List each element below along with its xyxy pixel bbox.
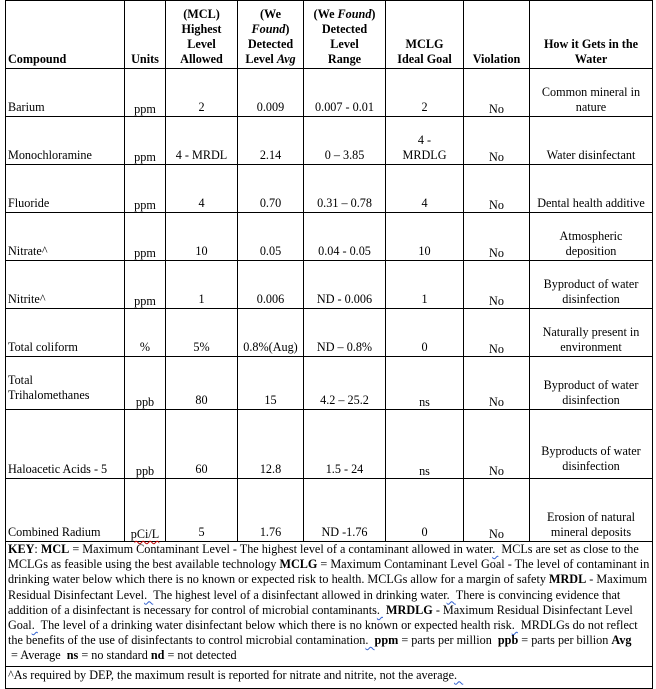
compound-name: Combined Radium — [8, 525, 101, 539]
key-row — [6, 542, 653, 667]
grammar-mark: . — [492, 542, 499, 556]
compound-name: Nitrate^ — [8, 244, 48, 258]
cell-mcl: 4 - MRDL — [166, 117, 238, 165]
table-row — [6, 410, 653, 479]
cell-mcl: 2 — [166, 69, 238, 117]
cell-range: 4.2 – 25.2 — [304, 357, 386, 410]
key-definition: = no standard — [78, 648, 151, 663]
grammar-mark: . — [365, 633, 375, 648]
key-legend: KEY: MCL = Maximum Contaminant Level - The highest level of a contaminant allowed in water. MCLs are set as close to the MCLGs as feasible using the best available technology MCLG = Maximum Contaminant Level Goal - The level of contaminant in drinking water below which there is no known or expected risk to health. MCLGs allow for a margin of safety MRDL - Maximum Residual Disinfectant Level. The highest level of a disinfectant allowed in drinking water. There is convincing evidence that addition of a disinfectant is necessary for control of microbial contaminants. MRDLG - Maximum Residual Disinfectant Level Goal. The level of a drinking water disinfectant below which there is no known or expected health risk. MRDLGs do not reflect the benefits of the use of disinfectants to control microbial contamination. ppm = parts per million ppb = parts per billion Avg = Average ns = no standard nd = not detected — [6, 542, 653, 667]
header-detected-range — [304, 1, 386, 69]
header-text-italic: Found — [337, 7, 372, 21]
cell-units — [125, 69, 166, 117]
compound-name: Monochloramine — [8, 148, 92, 162]
cell-avg: 1.76 — [238, 479, 304, 542]
violation-value: No — [489, 395, 504, 409]
cell-avg: 0.70 — [238, 165, 304, 213]
how-line: deposition — [565, 244, 617, 258]
header-range-line: Detected — [321, 22, 368, 36]
cell-how: Dental health additive — [530, 165, 653, 213]
cell-violation — [464, 410, 530, 479]
key-definition: = parts per billion — [518, 633, 612, 648]
footnote-row — [6, 666, 653, 688]
cell-units — [125, 479, 166, 542]
units-value: ppm — [134, 150, 156, 164]
cell-how: Water disinfectant — [530, 117, 653, 165]
cell-range: 0.007 - 0.01 — [304, 69, 386, 117]
units-value: ppb — [135, 464, 155, 478]
key-term: nd — [150, 648, 165, 663]
how-line: disinfection — [562, 393, 620, 407]
cell-violation — [464, 69, 530, 117]
header-range-line: Range — [327, 52, 362, 66]
table-row — [6, 213, 653, 261]
header-mcl-line: Level — [187, 37, 216, 51]
cell-range: 0.04 - 0.05 — [304, 213, 386, 261]
cell-mcl: 5% — [166, 309, 238, 357]
key-definition: = not detected — [164, 648, 237, 663]
key-term: MCL — [40, 542, 70, 556]
grammar-mark: . — [144, 587, 154, 602]
grammar-mark: . — [511, 618, 518, 633]
how-line: disinfection — [562, 292, 620, 306]
header-mcl — [166, 1, 238, 69]
units-value: ppm — [134, 198, 156, 212]
key-term: ns — [66, 648, 79, 663]
cell-violation — [464, 357, 530, 410]
compound-name: Nitrite^ — [8, 292, 46, 306]
how-line: mineral deposits — [550, 525, 632, 539]
cell-mcl: 5 — [166, 479, 238, 542]
cell-range: ND – 0.8% — [304, 309, 386, 357]
key-definition: - Maximum Residual Disinfectant Level Goal — [8, 602, 633, 633]
header-text: Level — [245, 52, 277, 66]
header-units-label: Units — [131, 52, 159, 66]
compound-name: Haloacetic Acids - 5 — [8, 462, 108, 476]
violation-value: No — [489, 342, 504, 356]
how-line: environment — [560, 340, 622, 354]
table-row — [6, 309, 653, 357]
key-term: ppb — [497, 633, 519, 648]
units-value: ppm — [134, 246, 156, 260]
cell-mclg: 2 — [386, 69, 464, 117]
table-row — [6, 261, 653, 309]
cell-mcl: 1 — [166, 261, 238, 309]
cell-how — [530, 309, 653, 357]
header-mcl-line: Highest — [181, 22, 222, 36]
cell-avg: 12.8 — [238, 410, 304, 479]
mclg-value: ns — [419, 464, 430, 478]
cell-compound — [6, 69, 125, 117]
units-value: ppm — [134, 294, 156, 308]
how-line: Erosion of natural — [547, 510, 635, 524]
cell-compound — [6, 357, 125, 410]
cell-compound — [6, 165, 125, 213]
cell-units — [125, 410, 166, 479]
header-compound — [6, 1, 125, 69]
compound-name: Fluoride — [8, 196, 50, 210]
header-detected-avg — [238, 1, 304, 69]
header-mcl-line: (MCL) — [183, 7, 220, 21]
cell-how — [530, 410, 653, 479]
cell-compound — [6, 261, 125, 309]
cell-range: 1.5 - 24 — [304, 410, 386, 479]
header-mclg-line: Ideal Goal — [397, 52, 452, 66]
key-definition: MRDLGs do not reflect the benefits of the use of disinfectants to control microbial contamination — [8, 618, 638, 648]
water-quality-table — [5, 0, 653, 689]
key-definition: The highest level of a disinfectant allowed in drinking water — [153, 587, 447, 602]
cell-violation — [464, 117, 530, 165]
key-term: MRDLG — [386, 602, 433, 617]
header-avg-line — [240, 52, 301, 67]
header-row — [6, 1, 653, 69]
table-row — [6, 117, 653, 165]
cell-avg: 0.009 — [238, 69, 304, 117]
footnote-text: ^As required by DEP, the maximum result is reported for nitrate and nitrite, not the average — [8, 667, 455, 682]
cell-mcl: 60 — [166, 410, 238, 479]
cell-how — [530, 479, 653, 542]
units-value: pCi/L — [130, 527, 160, 541]
cell-avg: 0.8%(Aug) — [238, 309, 304, 357]
key-term: MCLG — [279, 557, 318, 572]
key-label: KEY — [8, 542, 35, 556]
how-line: disinfection — [562, 459, 620, 473]
mclg-line: MRDLG — [402, 148, 447, 162]
cell-violation — [464, 165, 530, 213]
how-line: Byproduct of water — [543, 277, 639, 291]
table-row — [6, 357, 653, 410]
header-units — [125, 1, 166, 69]
key-definition: There is convincing evidence that addition of a disinfectant is necessary for control of microbial contaminants — [8, 587, 621, 617]
cell-compound — [6, 479, 125, 542]
cell-avg: 2.14 — [238, 117, 304, 165]
units-value: % — [139, 340, 151, 354]
cell-mclg: 4 — [386, 165, 464, 213]
header-range-line: Level — [330, 37, 359, 51]
header-text: ) — [285, 22, 290, 36]
how-line: Naturally present in — [542, 325, 640, 339]
violation-value: No — [489, 294, 504, 308]
header-violation-label: Violation — [472, 52, 521, 66]
key-definition: = parts per million — [398, 633, 498, 648]
header-compound-label: Compound — [8, 52, 67, 66]
compound-name: Barium — [8, 100, 45, 114]
cell-units — [125, 165, 166, 213]
violation-value: No — [489, 150, 504, 164]
cell-mclg — [386, 410, 464, 479]
header-text: (We — [260, 7, 281, 21]
violation-value: No — [489, 527, 504, 541]
cell-avg: 0.006 — [238, 261, 304, 309]
cell-units — [125, 117, 166, 165]
key-definition: = Maximum Contaminant Level - The highest level of a contaminant allowed in water — [69, 542, 493, 556]
cell-mclg — [386, 117, 464, 165]
cell-units — [125, 213, 166, 261]
how-line: Byproduct of water — [543, 378, 639, 392]
cell-range: 0.31 – 0.78 — [304, 165, 386, 213]
cell-units — [125, 309, 166, 357]
cell-how — [530, 213, 653, 261]
key-term: ppm — [374, 633, 399, 648]
violation-value: No — [489, 198, 504, 212]
grammar-mark: . — [31, 618, 38, 633]
key-definition: The level of a drinking water disinfectant below which there is no known or expected health risk — [37, 618, 512, 633]
header-avg-line: Detected — [247, 37, 294, 51]
key-definition: = Average — [8, 648, 67, 663]
header-mcl-line: Allowed — [180, 52, 223, 66]
cell-units — [125, 261, 166, 309]
units-value: ppb — [135, 395, 155, 409]
key-definition: - Maximum Residual Disinfectant Level — [8, 572, 648, 602]
units-value: ppm — [134, 102, 156, 116]
header-how — [530, 1, 653, 69]
cell-violation — [464, 261, 530, 309]
cell-compound — [6, 410, 125, 479]
cell-compound — [6, 213, 125, 261]
how-line: nature — [575, 100, 607, 114]
cell-avg: 15 — [238, 357, 304, 410]
cell-violation — [464, 213, 530, 261]
header-how-line: How it Gets in the — [543, 37, 639, 51]
header-text-italic: Avg — [276, 52, 296, 66]
header-avg-line — [240, 7, 301, 37]
mclg-value: ns — [419, 395, 430, 409]
cell-range: 0 – 3.85 — [304, 117, 386, 165]
header-text-italic: Found — [251, 22, 286, 36]
how-line: Atmospheric — [559, 229, 623, 243]
key-term: Avg — [611, 633, 632, 648]
key-definition: MCLs are set as close to the MCLGs as feasible using the best available technology — [8, 542, 639, 572]
cell-compound — [6, 309, 125, 357]
cell-compound — [6, 117, 125, 165]
cell-how — [530, 357, 653, 410]
cell-mcl: 4 — [166, 165, 238, 213]
header-how-line: Water — [574, 52, 608, 66]
cell-violation — [464, 479, 530, 542]
footnote — [6, 666, 653, 688]
cell-range: ND - 0.006 — [304, 261, 386, 309]
grammar-mark: . — [376, 602, 383, 617]
compound-name: Total — [8, 373, 33, 387]
table-row — [6, 479, 653, 542]
header-range-line — [306, 7, 383, 22]
table-row — [6, 165, 653, 213]
cell-range: ND -1.76 — [304, 479, 386, 542]
how-line: Common mineral in — [541, 85, 641, 99]
mclg-line: 4 - — [417, 133, 432, 147]
key-definition: = Maximum Contaminant Level Goal - The level of contaminant in drinking water below which there is no known or expected risk to health. MCLGs allow for a margin of safety — [8, 557, 650, 587]
cell-mclg: 1 — [386, 261, 464, 309]
violation-value: No — [489, 246, 504, 260]
header-text: ) — [371, 7, 376, 21]
key-term: MRDL — [548, 572, 587, 587]
cell-mcl: 80 — [166, 357, 238, 410]
grammar-mark: . — [446, 587, 456, 602]
cell-violation — [464, 309, 530, 357]
header-text: (We — [313, 7, 338, 21]
cell-mclg: 10 — [386, 213, 464, 261]
cell-units — [125, 357, 166, 410]
header-violation — [464, 1, 530, 69]
cell-mclg: 0 — [386, 479, 464, 542]
table-row — [6, 69, 653, 117]
cell-mclg — [386, 357, 464, 410]
cell-how — [530, 261, 653, 309]
grammar-mark: . — [454, 667, 464, 682]
cell-avg: 0.05 — [238, 213, 304, 261]
compound-name: Trihalomethanes — [8, 388, 90, 402]
header-mclg — [386, 1, 464, 69]
how-line: Byproducts of water — [541, 444, 641, 458]
cell-mcl: 10 — [166, 213, 238, 261]
violation-value: No — [489, 102, 504, 116]
header-mclg-line: MCLG — [405, 37, 444, 51]
cell-mclg: 0 — [386, 309, 464, 357]
cell-how — [530, 69, 653, 117]
violation-value: No — [489, 464, 504, 478]
compound-name: Total coliform — [8, 340, 78, 354]
